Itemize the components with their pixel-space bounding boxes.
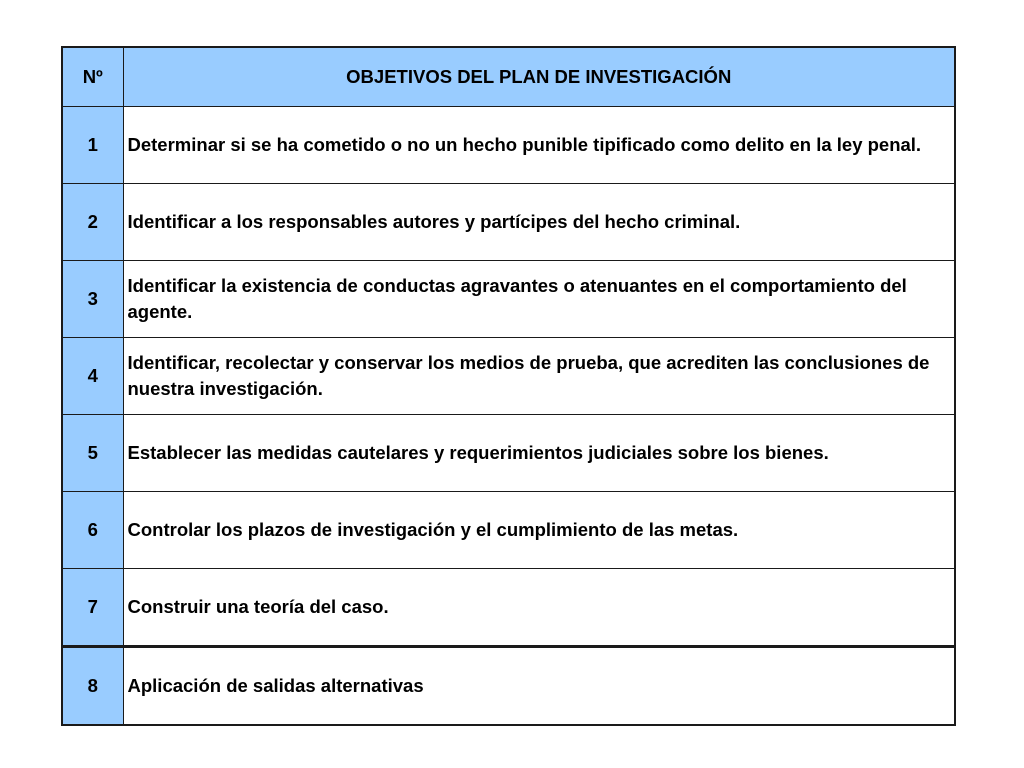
table-row bbox=[62, 107, 955, 184]
row-objective-text: Identificar la existencia de conductas agravantes o atenuantes en el comportamiento del agente. bbox=[123, 261, 955, 338]
row-number: 6 bbox=[62, 492, 123, 569]
row-objective-text: Aplicación de salidas alternativas bbox=[123, 647, 955, 726]
objectives-table-container bbox=[61, 46, 956, 726]
row-objective-text: Controlar los plazos de investigación y el cumplimiento de las metas. bbox=[123, 492, 955, 569]
header-number: Nº bbox=[62, 47, 123, 107]
header-objectives: OBJETIVOS DEL PLAN DE INVESTIGACIÓN bbox=[123, 47, 955, 107]
table-row bbox=[62, 184, 955, 261]
table-row bbox=[62, 415, 955, 492]
table-row bbox=[62, 569, 955, 647]
row-objective-text: Construir una teoría del caso. bbox=[123, 569, 955, 647]
row-number: 5 bbox=[62, 415, 123, 492]
row-objective-text: Identificar, recolectar y conservar los medios de prueba, que acrediten las conclusiones de nuestra investigación. bbox=[123, 338, 955, 415]
table-row bbox=[62, 647, 955, 726]
row-objective-text: Identificar a los responsables autores y partícipes del hecho criminal. bbox=[123, 184, 955, 261]
row-objective-text: Determinar si se ha cometido o no un hecho punible tipificado como delito en la ley penal. bbox=[123, 107, 955, 184]
row-number: 2 bbox=[62, 184, 123, 261]
row-number: 8 bbox=[62, 647, 123, 726]
table-row bbox=[62, 338, 955, 415]
table-row bbox=[62, 492, 955, 569]
row-number: 1 bbox=[62, 107, 123, 184]
table-header-row bbox=[62, 47, 955, 107]
objectives-table bbox=[61, 46, 956, 726]
row-number: 3 bbox=[62, 261, 123, 338]
row-number: 4 bbox=[62, 338, 123, 415]
row-number: 7 bbox=[62, 569, 123, 647]
table-row bbox=[62, 261, 955, 338]
row-objective-text: Establecer las medidas cautelares y requerimientos judiciales sobre los bienes. bbox=[123, 415, 955, 492]
